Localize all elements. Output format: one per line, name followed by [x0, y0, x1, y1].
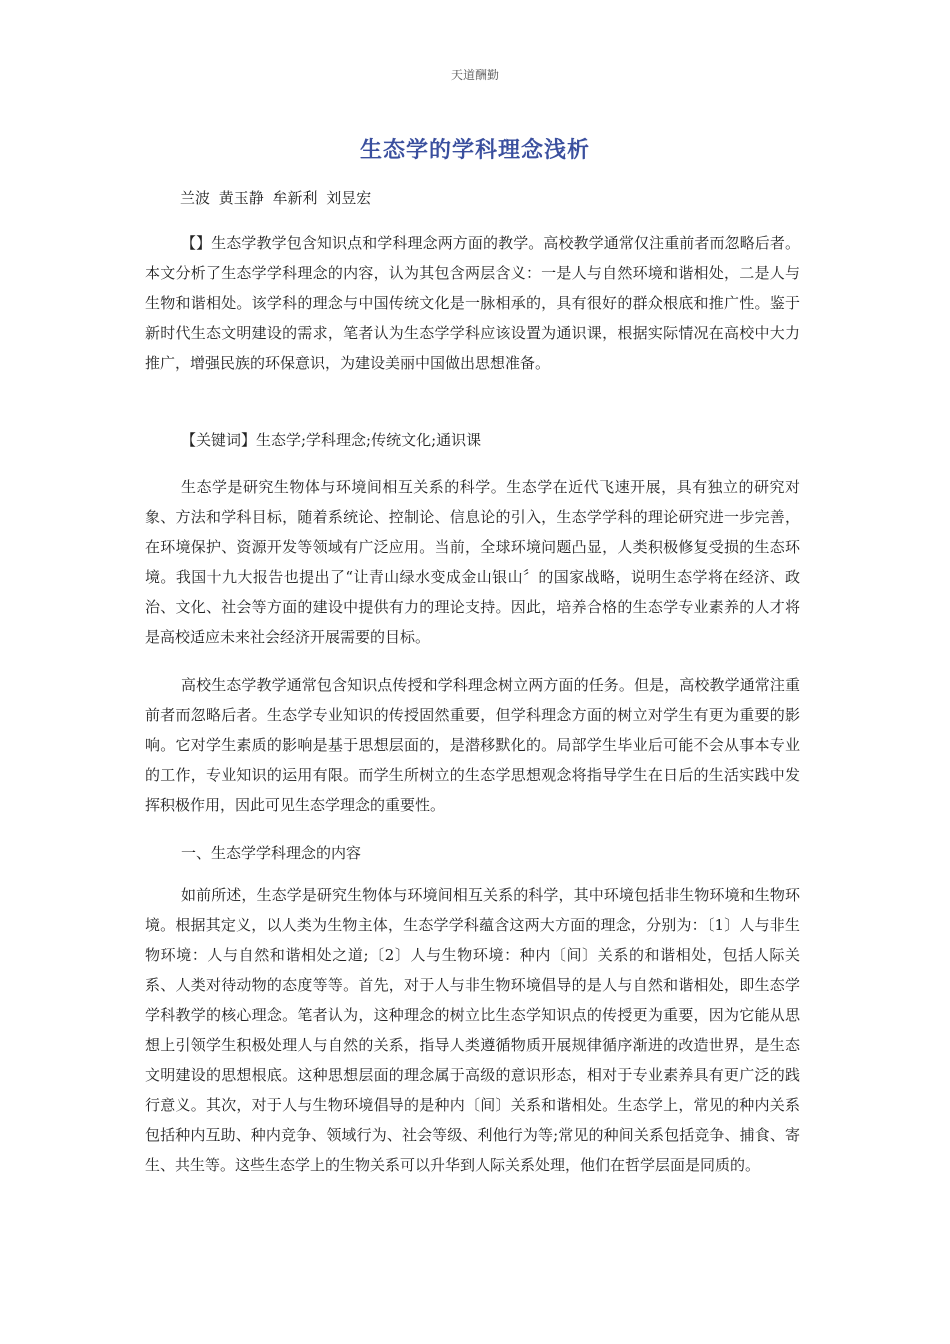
keywords-line: 【关键词】生态学;学科理念;传统文化;通识课	[181, 431, 482, 449]
body-paragraph: 生态学是研究生物体与环境间相互关系的科学。生态学在近代飞速开展，具有独立的研究对象、方法和学科目标，随着系统论、控制论、信息论的引入，生态学学科的理论研究进一步完善，在环境保护、资源开发等领域有广泛应用。当前，全球环境问题凸显，人类积极修复受损的生态环境。我国十九大报告也提出了“让青山绿水变成金山银山〞的国家战略，说明生态学将在经济、政治、文化、社会等方面的建设中提供有力的理论支持。因此，培养合格的生态学专业素养的人才将是高校适应未来社会经济开展需要的目标。	[145, 478, 800, 646]
section-heading: 一、生态学学科理念的内容	[181, 844, 362, 862]
document-title: 生态学的学科理念浅析	[359, 138, 590, 163]
body-paragraph: 高校生态学教学通常包含知识点传授和学科理念树立两方面的任务。但是，高校教学通常注重前者而忽略后者。生态学专业知识的传授固然重要，但学科理念方面的树立对学生有更为重要的影响。它对学生素质的影响是基于思想层面的，是潜移默化的。局部学生毕业后可能不会从事本专业的工作，专业知识的运用有限。而学生所树立的生态学思想观念将指导学生在日后的生活实践中发挥积极作用，因此可见生态学理念的重要性。	[145, 676, 800, 814]
page-header: 天道酬勤	[450, 68, 499, 82]
section-paragraph: 如前所述，生态学是研究生物体与环境间相互关系的科学，其中环境包括非生物环境和生物环境。根据其定义，以人类为生物主体，生态学学科蕴含这两大方面的理念，分别为：〔1〕人与非生物环境：人与自然和谐相处之道;〔2〕人与生物环境：种内〔间〕关系的和谐相处，包括人际关系、人类对待动物的态度等等。首先，对于人与非生物环境倡导的是人与自然和谐相处，即生态学学科教学的核心理念。笔者认为，这种理念的树立比生态学知识点的传授更为重要，因为它能从思想上引领学生积极处理人与自然的关系，指导人类遵循物质开展规律循序渐进的改造世界，是生态文明建设的思想根底。这种思想层面的理念属于高级的意识形态，相对于专业素养具有更广泛的践行意义。其次，对于人与生物环境倡导的是种内〔间〕关系和谐相处。生态学上，常见的种内关系包括种内互助、种内竞争、领域行为、社会等级、利他行为等;常见的种间关系包括竞争、捕食、寄生、共生等。这些生态学上的生物关系可以升华到人际关系处理，他们在哲学层面是同质的。	[145, 886, 800, 1174]
authors-line: 兰波 黄玉静 牟新利 刘昱宏	[180, 189, 372, 207]
abstract-paragraph: 【】生态学教学包含知识点和学科理念两方面的教学。高校教学通常仅注重前者而忽略后者。本文分析了生态学学科理念的内容，认为其包含两层含义：一是人与自然环境和谐相处，二是人与生物和谐相处。该学科的理念与中国传统文化是一脉相承的，具有很好的群众根底和推广性。鉴于新时代生态文明建设的需求，笔者认为生态学学科应该设置为通识课，根据实际情况在高校中大力推广，增强民族的环保意识，为建设美丽中国做出思想准备。	[145, 234, 800, 372]
